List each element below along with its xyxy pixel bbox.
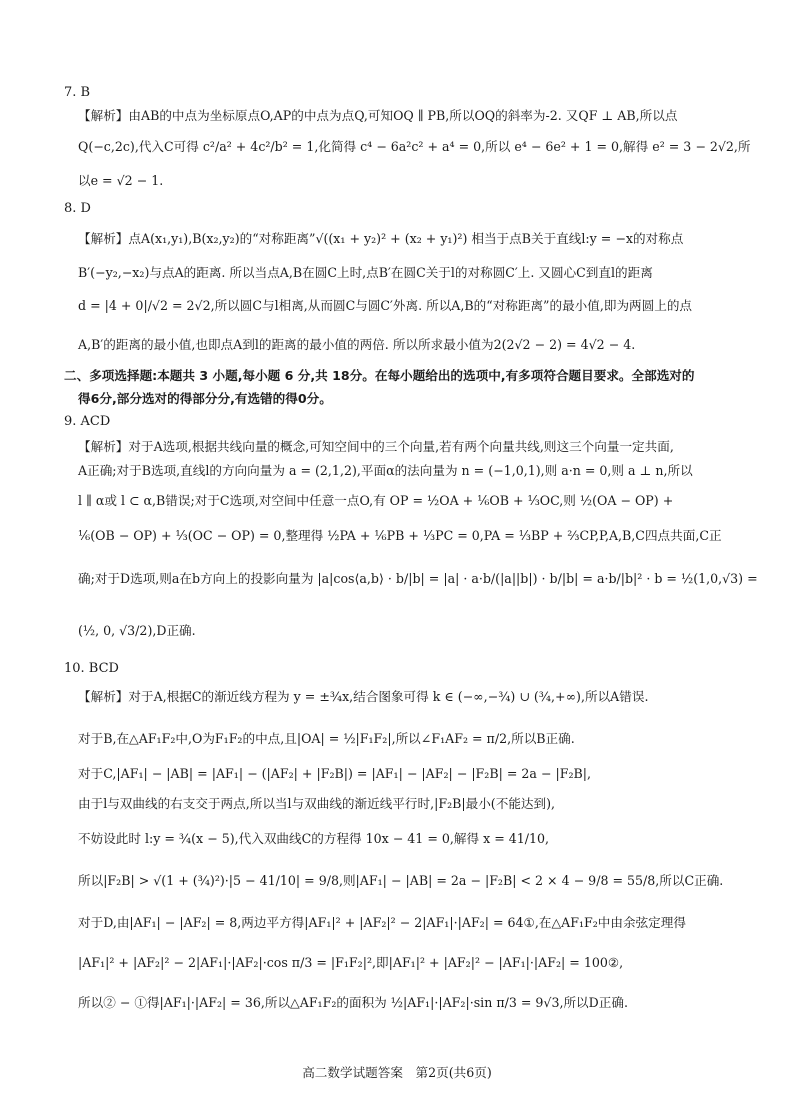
q7-line1: 【解析】由AB的中点为坐标原点O,AP的中点为点Q,可知OQ ∥ PB,所以OQ的斜率为-2. 又QF ⊥ AB,所以点 (78, 108, 678, 123)
q10-line3: 对于C,|AF₁| − |AB| = |AF₁| − (|AF₂| + |F₂B|) = |AF₁| − |AF₂| − |F₂B| = 2a − |F₂B|, (78, 766, 592, 781)
q9-number: 9. ACD (64, 414, 111, 429)
q9-line3: l ∥ α或 l ⊂ α,B错误;对于C选项,对空间中任意一点O,有 OP = ½OA + ⅙OB + ⅓OC,则 ½(OA − OP) + (78, 493, 674, 508)
q7-number: 7. B (64, 85, 91, 100)
q7-line2: Q(−c,2c),代入C可得 c²/a² + 4c²/b² = 1,化简得 c⁴ − 6a²c² + a⁴ = 0,所以 e⁴ − 6e² + 1 = 0,解得 e² = 3 − 2√2,所 (78, 139, 751, 154)
q8-line3: d = |4 + 0|/√2 = 2√2,所以圆C与l相离,从而圆C与圆C′外离. 所以A,B的“对称距离”的最小值,即为两圆上的点 (78, 298, 693, 313)
q10-line2: 对于B,在△AF₁F₂中,O为F₁F₂的中点,且|OA| = ½|F₁F₂|,所以∠F₁AF₂ = π/2,所以B正确. (78, 731, 575, 746)
section-2-heading: 二、多项选择题:本题共 3 小题,每小题 6 分,共 18分。在每小题给出的选项中,有多项符合题目要求。全部选对的 (64, 368, 695, 383)
q10-line7: 对于D,由|AF₁| − |AF₂| = 8,两边平方得|AF₁|² + |AF₂|² − 2|AF₁|·|AF₂| = 64①,在△AF₁F₂中由余弦定理得 (78, 915, 686, 930)
q10-line6: 所以|F₂B| > √(1 + (¾)²)·|5 − 41/10| = 9/8,则|AF₁| − |AB| = 2a − |F₂B| < 2 × 4 − 9/8 = 55/8,所以C正确. (78, 873, 724, 888)
q10-line9: 所以② − ①得|AF₁|·|AF₂| = 36,所以△AF₁F₂的面积为 ½|AF₁|·|AF₂|·sin π/3 = 9√3,所以D正确. (78, 995, 628, 1010)
q10-line1: 【解析】对于A,根据C的渐近线方程为 y = ±¾x,结合图象可得 k ∈ (−∞,−¾) ∪ (¾,+∞),所以A错误. (78, 689, 649, 704)
q8-line1: 【解析】点A(x₁,y₁),B(x₂,y₂)的“对称距离”√((x₁ + y₂)² + (x₂ + y₁)²) 相当于点B关于直线l:y = −x的对称点 (78, 231, 684, 246)
q9-line4: ⅙(OB − OP) + ⅓(OC − OP) = 0,整理得 ½PA + ⅙PB + ⅓PC = 0,PA = ⅓BP + ⅔CP,P,A,B,C四点共面,C正 (78, 528, 722, 543)
q9-line1: 【解析】对于A选项,根据共线向量的概念,可知空间中的三个向量,若有两个向量共线,则这三个向量一定共面, (78, 439, 674, 454)
q9-line6: (½, 0, √3/2),D正确. (78, 623, 196, 638)
q8-line2: B′(−y₂,−x₂)与点A的距离. 所以当点A,B在圆C上时,点B′在圆C关于l的对称圆C′上. 又圆心C到直l的距离 (78, 265, 653, 280)
q8-line4: A,B′的距离的最小值,也即点A到l的距离的最小值的两倍. 所以所求最小值为2(2√2 − 2) = 4√2 − 4. (78, 337, 636, 352)
q7-line3: 以e = √2 − 1. (78, 173, 164, 188)
page-footer: 高二数学试题答案 第2页(共6页) (302, 1065, 492, 1080)
q10-line5: 不妨设此时 l:y = ¾(x − 5),代入双曲线C的方程得 10x − 41 = 0,解得 x = 41/10, (78, 831, 550, 846)
q8-number: 8. D (64, 201, 91, 216)
q9-line5: 确;对于D选项,则a在b方向上的投影向量为 |a|cos⟨a,b⟩ · b/|b| = |a| · a·b/(|a||b|) · b/|b| = a·b/|b|² · b = ½(1,0,√3) = (78, 571, 758, 586)
q9-line2: A正确;对于B选项,直线l的方向向量为 a = (2,1,2),平面α的法向量为 n = (−1,0,1),则 a·n = 0,则 a ⊥ n,所以 (78, 463, 693, 478)
q10-number: 10. BCD (64, 661, 119, 676)
section-2-heading-cont: 得6分,部分选对的得部分分,有选错的得0分。 (78, 391, 332, 406)
q10-line4: 由于l与双曲线的右支交于两点,所以当l与双曲线的渐近线平行时,|F₂B|最小(不能达到), (78, 796, 556, 811)
q10-line8: |AF₁|² + |AF₂|² − 2|AF₁|·|AF₂|·cos π/3 = |F₁F₂|²,即|AF₁|² + |AF₂|² − |AF₁|·|AF₂| = 100②, (78, 955, 624, 970)
